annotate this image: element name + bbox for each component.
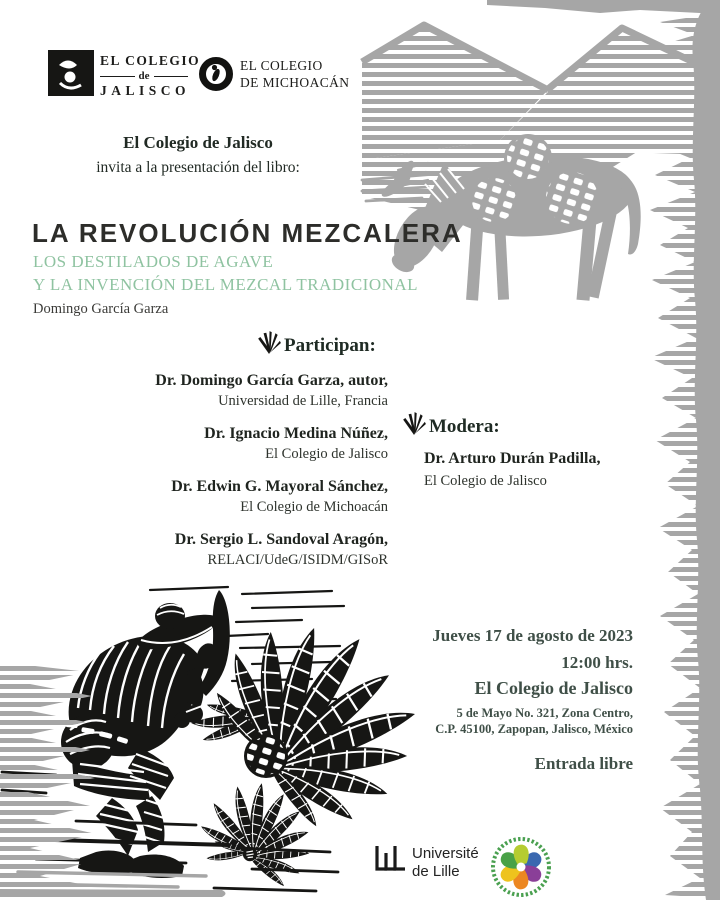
participant-affiliation: Universidad de Lille, Francia: [218, 393, 388, 409]
participants-list: [86, 370, 388, 582]
michoacan-logo-line2: DE MICHOACÁN: [240, 75, 350, 90]
lille-line1: Université: [412, 845, 479, 862]
michoacan-ring-glyph: [198, 56, 234, 92]
event-address-line2: C.P. 45100, Zapopan, Jalisco, México: [435, 721, 633, 736]
participants-heading-label: Participan:: [284, 335, 376, 356]
participant-item: [86, 529, 388, 570]
moderator-name: Dr. Arturo Durán Padilla,: [424, 450, 601, 467]
participant-affiliation: El Colegio de Jalisco: [265, 446, 388, 462]
book-author: Domingo García Garza: [33, 301, 169, 317]
moderator-heading-label: Modera:: [429, 416, 500, 437]
intro-invites: invita a la presentación del libro:: [96, 159, 300, 176]
jalisco-logo-mid: [100, 70, 188, 82]
participants-heading: [256, 331, 376, 357]
rule-left: [100, 76, 135, 77]
intro-institution: El Colegio de Jalisco: [123, 133, 273, 152]
participant-name: Dr. Ignacio Medina Núñez,: [204, 425, 388, 442]
colegio-michoacan-logo-mark: [198, 56, 234, 97]
book-title: LA REVOLUCIÓN MEZCALERA: [32, 218, 463, 248]
event-venue: El Colegio de Jalisco: [474, 678, 633, 698]
participant-item: [86, 476, 388, 517]
colegio-jalisco-logo-mark: [48, 50, 94, 96]
colorful-pinwheel-seal-logo: [488, 834, 554, 905]
event-time: 12:00 hrs.: [561, 653, 633, 672]
book-subtitle-line1: LOS DESTILADOS DE AGAVE: [33, 252, 274, 271]
event-date: Jueves 17 de agosto de 2023: [432, 626, 633, 645]
event-admission: Entrada libre: [534, 754, 633, 773]
participant-affiliation: El Colegio de Michoacán: [240, 499, 388, 515]
colegio-jalisco-glyph: [48, 50, 94, 96]
colegio-michoacan-logo-text: [240, 57, 349, 91]
moderator-heading: [401, 412, 500, 438]
book-subtitle-line2: Y LA INVENCIÓN DEL MEZCAL TRADICIONAL: [33, 275, 419, 294]
invitation-intro: [38, 133, 358, 177]
top-border-texture: [487, 0, 720, 14]
lille-ull-glyph: [374, 843, 408, 877]
participant-item: [86, 370, 388, 411]
michoacan-logo-line1: EL COLEGIO: [240, 58, 323, 73]
event-address-line1: 5 de Mayo No. 321, Zona Centro,: [456, 706, 633, 720]
seal-glyph: [488, 834, 554, 900]
jalisco-logo-de: de: [138, 70, 150, 82]
moderator-affiliation: El Colegio de Jalisco: [424, 473, 547, 489]
lille-line2: de Lille: [412, 863, 460, 880]
jalisco-logo-line1: EL COLEGIO: [100, 53, 201, 68]
jalisco-logo-line2: JALISCO: [100, 83, 191, 98]
participant-affiliation: RELACI/UdeG/ISIDM/GISoR: [207, 552, 388, 568]
agave-icon: [256, 331, 282, 355]
universite-lille-logo-mark: [374, 843, 408, 882]
agave-icon: [401, 412, 427, 436]
colegio-jalisco-logo-text: [100, 53, 201, 99]
event-address: [303, 706, 633, 737]
rule-right: [154, 76, 189, 77]
participant-name: Dr. Edwin G. Mayoral Sánchez,: [171, 478, 388, 495]
event-details: [303, 626, 633, 774]
participant-name: Dr. Sergio L. Sandoval Aragón,: [174, 531, 388, 548]
universite-lille-logo-text: [412, 845, 479, 881]
participant-item: [86, 423, 388, 464]
participant-name: Dr. Domingo García Garza, autor,: [155, 372, 388, 389]
